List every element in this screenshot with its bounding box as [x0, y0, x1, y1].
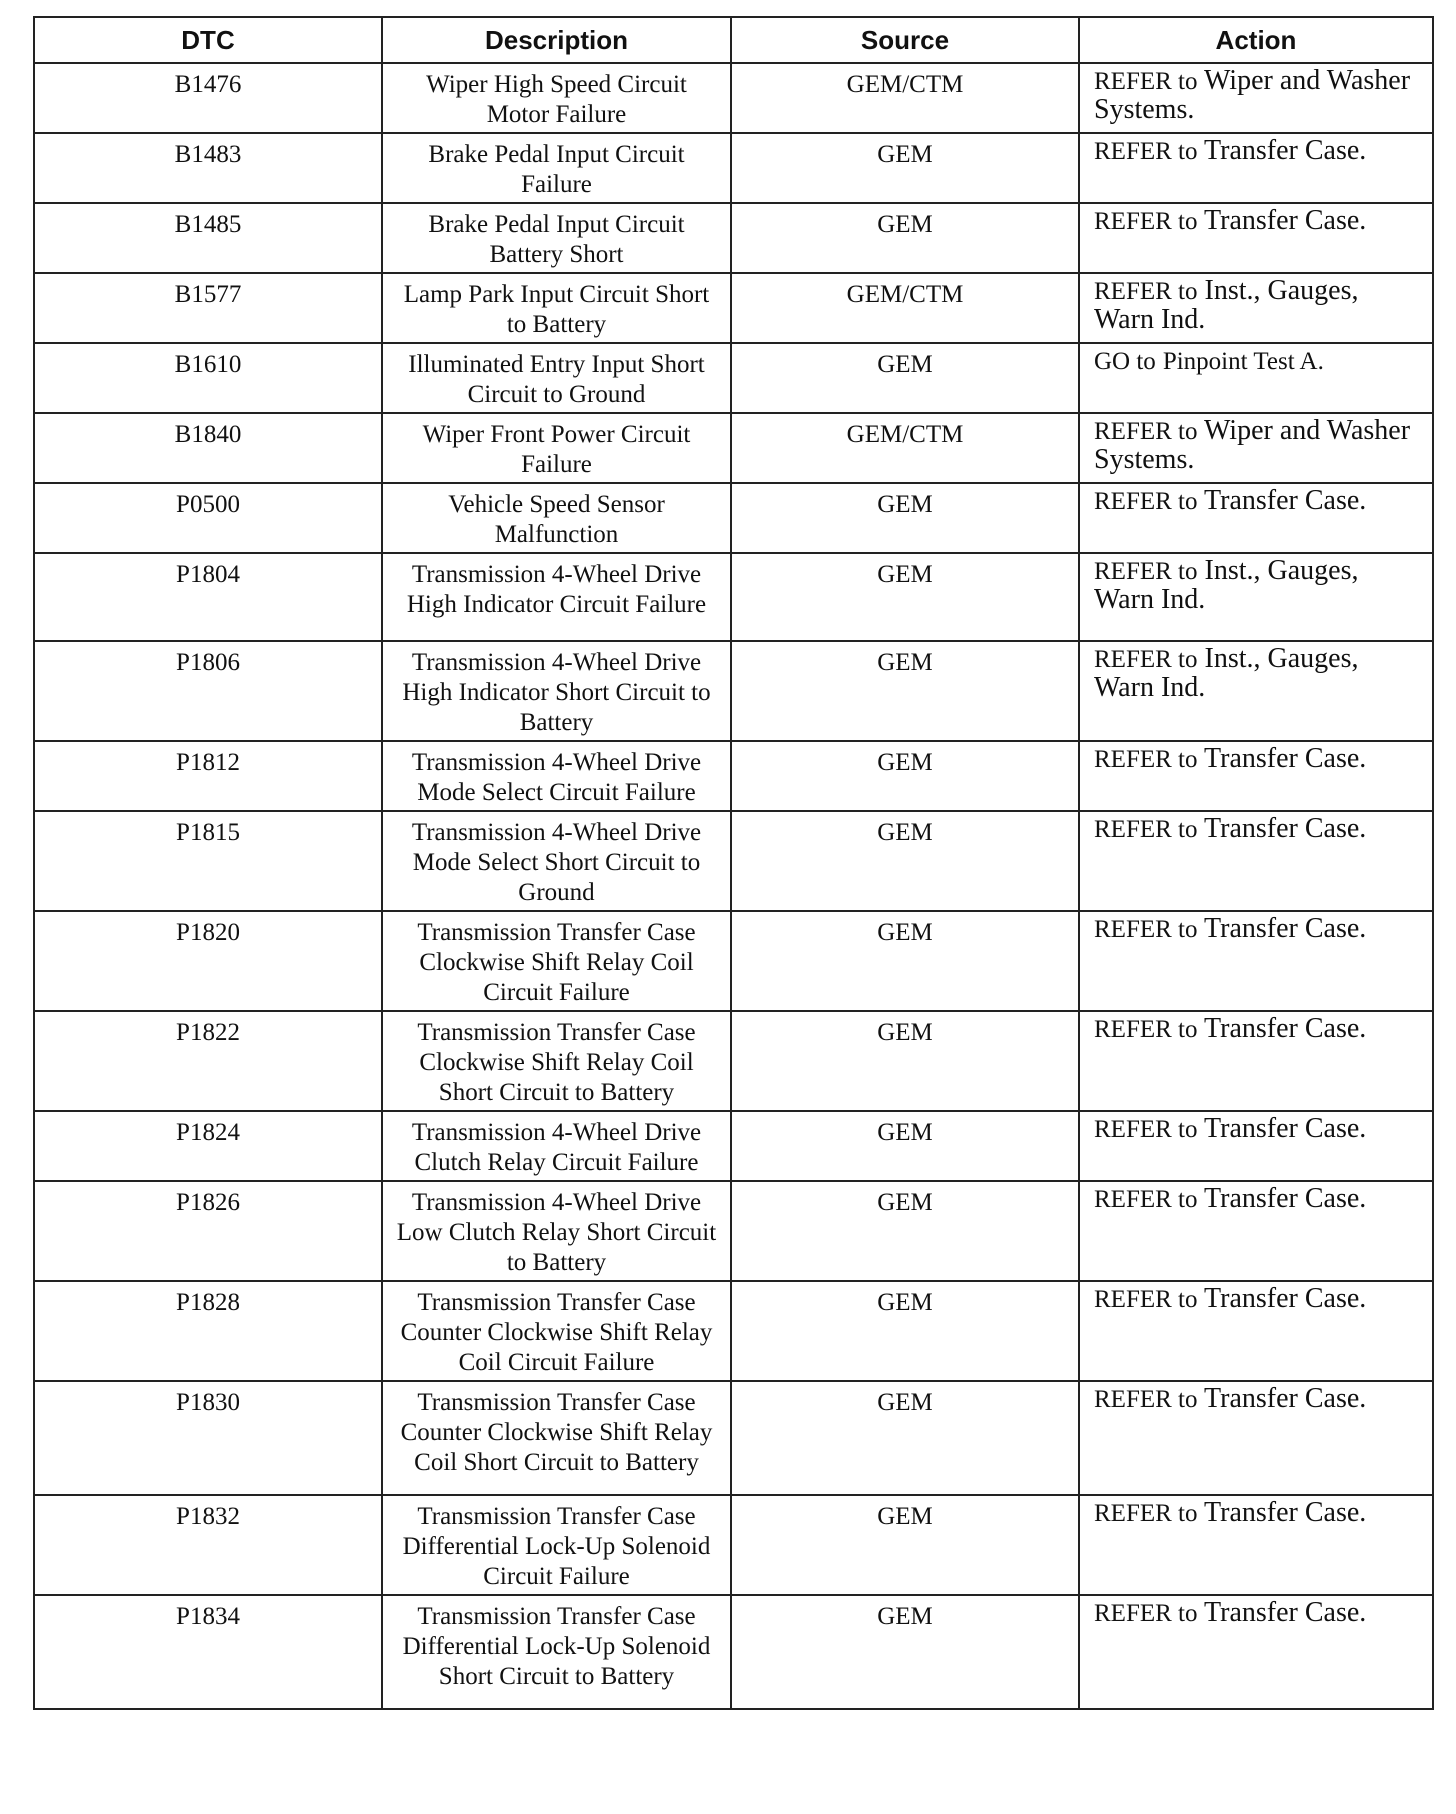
table-row: [34, 413, 1433, 483]
dtc-code: B1485: [34, 203, 382, 273]
dtc-description: Brake Pedal Input Circuit Failure: [382, 133, 731, 203]
action-target: Transfer Case.: [1204, 205, 1367, 236]
dtc-code: P0500: [34, 483, 382, 553]
action-target: Wiper and Washer Systems.: [1094, 65, 1411, 125]
dtc-action: [1079, 1595, 1433, 1709]
action-target: Transfer Case.: [1204, 1113, 1367, 1144]
dtc-action: [1079, 1011, 1433, 1111]
action-target: Transfer Case.: [1204, 1597, 1367, 1628]
dtc-code: P1815: [34, 811, 382, 911]
action-target: Transfer Case.: [1204, 485, 1367, 516]
dtc-code: P1832: [34, 1495, 382, 1595]
action-verb: REFER to: [1094, 1186, 1198, 1213]
table-header: [34, 17, 1433, 63]
dtc-code: P1828: [34, 1281, 382, 1381]
action-verb: GO to: [1094, 348, 1156, 375]
dtc-description: Wiper Front Power Circuit Failure: [382, 413, 731, 483]
dtc-description: Transmission 4-Wheel Drive Clutch Relay Circuit Failure: [382, 1111, 731, 1181]
dtc-source: GEM: [731, 1111, 1079, 1181]
dtc-description: Transmission Transfer Case Differential Lock-Up Solenoid Circuit Failure: [382, 1495, 731, 1595]
dtc-description: Transmission 4-Wheel Drive High Indicator Short Circuit to Battery: [382, 641, 731, 741]
dtc-code: P1804: [34, 553, 382, 641]
dtc-action: [1079, 553, 1433, 641]
dtc-code: P1812: [34, 741, 382, 811]
dtc-code: B1577: [34, 273, 382, 343]
dtc-action: [1079, 133, 1433, 203]
dtc-description: Transmission Transfer Case Differential Lock-Up Solenoid Short Circuit to Battery: [382, 1595, 731, 1709]
dtc-action: [1079, 1495, 1433, 1595]
dtc-action: [1079, 413, 1433, 483]
dtc-code: P1830: [34, 1381, 382, 1495]
header-action: Action: [1079, 17, 1433, 63]
action-verb: REFER to: [1094, 646, 1198, 673]
action-verb: REFER to: [1094, 816, 1198, 843]
table-row: [34, 133, 1433, 203]
dtc-description: Brake Pedal Input Circuit Battery Short: [382, 203, 731, 273]
dtc-action: [1079, 911, 1433, 1011]
dtc-source: GEM/CTM: [731, 63, 1079, 133]
action-verb: REFER to: [1094, 1116, 1198, 1143]
action-target: Wiper and Washer Systems.: [1094, 415, 1411, 475]
dtc-code: B1476: [34, 63, 382, 133]
dtc-description: Transmission Transfer Case Counter Clockwise Shift Relay Coil Circuit Failure: [382, 1281, 731, 1381]
dtc-code: B1840: [34, 413, 382, 483]
table-row: [34, 741, 1433, 811]
dtc-code: P1826: [34, 1181, 382, 1281]
dtc-code: P1834: [34, 1595, 382, 1709]
dtc-description: Lamp Park Input Circuit Short to Battery: [382, 273, 731, 343]
dtc-action: [1079, 1181, 1433, 1281]
dtc-description: Illuminated Entry Input Short Circuit to Ground: [382, 343, 731, 413]
dtc-source: GEM: [731, 343, 1079, 413]
table-row: [34, 553, 1433, 641]
table-row: [34, 273, 1433, 343]
dtc-code: P1822: [34, 1011, 382, 1111]
table-row: [34, 203, 1433, 273]
dtc-action: [1079, 641, 1433, 741]
dtc-description: Transmission Transfer Case Counter Clockwise Shift Relay Coil Short Circuit to Battery: [382, 1381, 731, 1495]
action-verb: REFER to: [1094, 1286, 1198, 1313]
dtc-action: [1079, 741, 1433, 811]
table-body: [34, 63, 1433, 1709]
action-target: Inst., Gauges, Warn Ind.: [1094, 555, 1359, 615]
action-target: Transfer Case.: [1204, 1183, 1367, 1214]
table-row: [34, 911, 1433, 1011]
dtc-description: Transmission Transfer Case Clockwise Shift Relay Coil Circuit Failure: [382, 911, 731, 1011]
dtc-action: [1079, 1111, 1433, 1181]
header-dtc: DTC: [34, 17, 382, 63]
dtc-action: [1079, 203, 1433, 273]
dtc-table: [33, 16, 1434, 1710]
dtc-source: GEM: [731, 1595, 1079, 1709]
action-verb: REFER to: [1094, 488, 1198, 515]
action-target: Transfer Case.: [1204, 743, 1367, 774]
dtc-description: Wiper High Speed Circuit Motor Failure: [382, 63, 731, 133]
dtc-source: GEM/CTM: [731, 413, 1079, 483]
header-source: Source: [731, 17, 1079, 63]
dtc-code: P1824: [34, 1111, 382, 1181]
dtc-source: GEM: [731, 133, 1079, 203]
table-row: [34, 343, 1433, 413]
header-description: Description: [382, 17, 731, 63]
dtc-action: [1079, 273, 1433, 343]
dtc-source: GEM: [731, 203, 1079, 273]
action-verb: REFER to: [1094, 418, 1198, 445]
dtc-source: GEM: [731, 741, 1079, 811]
dtc-description: Transmission 4-Wheel Drive Mode Select Short Circuit to Ground: [382, 811, 731, 911]
header-row: [34, 17, 1433, 63]
action-verb: REFER to: [1094, 916, 1198, 943]
table-row: [34, 63, 1433, 133]
action-target: Pinpoint Test A.: [1162, 348, 1324, 375]
dtc-action: [1079, 811, 1433, 911]
action-target: Transfer Case.: [1204, 1013, 1367, 1044]
action-verb: REFER to: [1094, 1600, 1198, 1627]
table-row: [34, 1011, 1433, 1111]
table-row: [34, 1381, 1433, 1495]
action-verb: REFER to: [1094, 208, 1198, 235]
action-target: Transfer Case.: [1204, 813, 1367, 844]
action-target: Transfer Case.: [1204, 1497, 1367, 1528]
dtc-description: Transmission 4-Wheel Drive High Indicator Circuit Failure: [382, 553, 731, 641]
dtc-source: GEM: [731, 1181, 1079, 1281]
table-row: [34, 1181, 1433, 1281]
action-verb: REFER to: [1094, 138, 1198, 165]
action-target: Transfer Case.: [1204, 1383, 1367, 1414]
dtc-action: [1079, 483, 1433, 553]
dtc-code: P1820: [34, 911, 382, 1011]
action-target: Transfer Case.: [1204, 1283, 1367, 1314]
action-verb: REFER to: [1094, 278, 1198, 305]
table-row: [34, 1495, 1433, 1595]
action-verb: REFER to: [1094, 558, 1198, 585]
dtc-source: GEM: [731, 483, 1079, 553]
action-target: Inst., Gauges, Warn Ind.: [1094, 643, 1359, 703]
action-target: Transfer Case.: [1204, 135, 1367, 166]
table-row: [34, 811, 1433, 911]
table-row: [34, 1595, 1433, 1709]
dtc-action: [1079, 343, 1433, 413]
dtc-description: Transmission 4-Wheel Drive Mode Select Circuit Failure: [382, 741, 731, 811]
table-row: [34, 483, 1433, 553]
dtc-source: GEM: [731, 1281, 1079, 1381]
table-row: [34, 641, 1433, 741]
action-verb: REFER to: [1094, 1386, 1198, 1413]
action-target: Inst., Gauges, Warn Ind.: [1094, 275, 1359, 335]
dtc-code: B1610: [34, 343, 382, 413]
action-target: Transfer Case.: [1204, 913, 1367, 944]
dtc-source: GEM: [731, 1011, 1079, 1111]
action-verb: REFER to: [1094, 68, 1198, 95]
table-row: [34, 1111, 1433, 1181]
dtc-source: GEM: [731, 911, 1079, 1011]
dtc-description: Transmission Transfer Case Clockwise Shift Relay Coil Short Circuit to Battery: [382, 1011, 731, 1111]
action-verb: REFER to: [1094, 746, 1198, 773]
dtc-code: P1806: [34, 641, 382, 741]
dtc-action: [1079, 1281, 1433, 1381]
dtc-description: Vehicle Speed Sensor Malfunction: [382, 483, 731, 553]
dtc-source: GEM: [731, 641, 1079, 741]
dtc-description: Transmission 4-Wheel Drive Low Clutch Relay Short Circuit to Battery: [382, 1181, 731, 1281]
dtc-source: GEM: [731, 553, 1079, 641]
dtc-source: GEM/CTM: [731, 273, 1079, 343]
dtc-action: [1079, 63, 1433, 133]
dtc-action: [1079, 1381, 1433, 1495]
action-verb: REFER to: [1094, 1500, 1198, 1527]
dtc-code: B1483: [34, 133, 382, 203]
dtc-source: GEM: [731, 1381, 1079, 1495]
action-verb: REFER to: [1094, 1016, 1198, 1043]
table-row: [34, 1281, 1433, 1381]
dtc-source: GEM: [731, 811, 1079, 911]
dtc-source: GEM: [731, 1495, 1079, 1595]
